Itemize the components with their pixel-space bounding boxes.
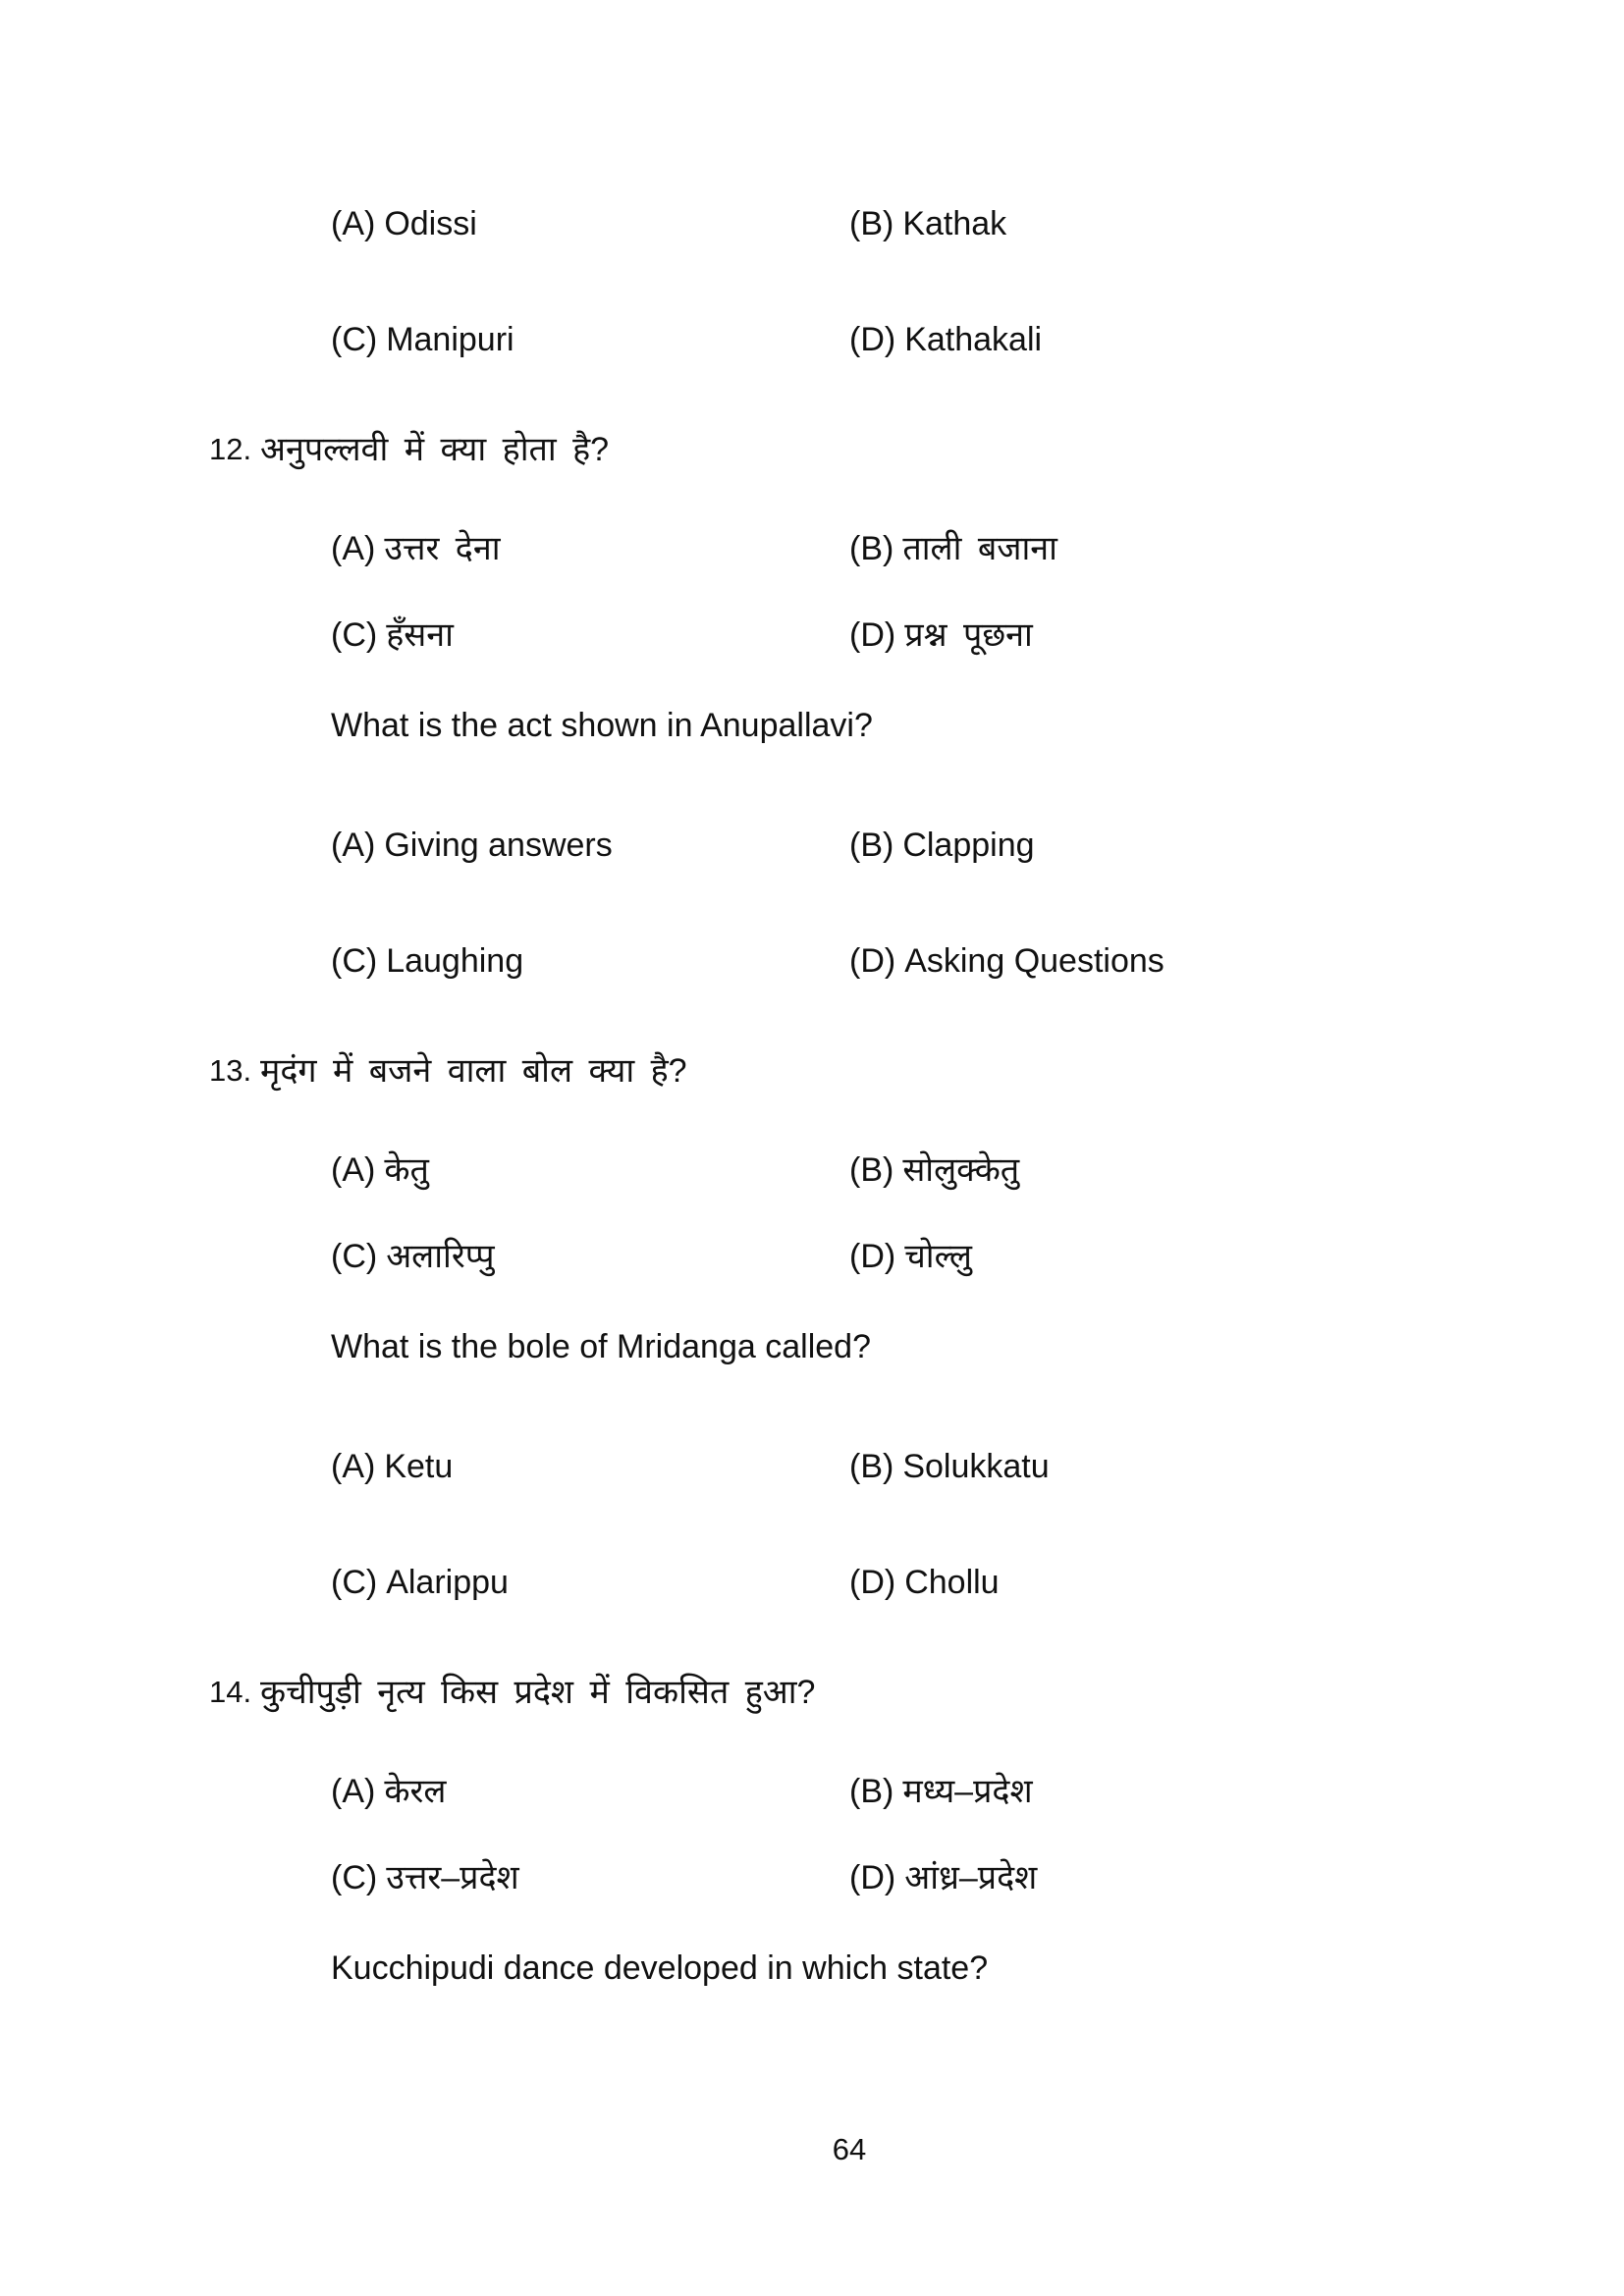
option-row: [331, 823, 1624, 868]
option-text: Solukkatu: [902, 1448, 1050, 1485]
option-label: (D): [849, 321, 896, 358]
question-number: 14.: [209, 1675, 252, 1709]
option-c: [331, 317, 849, 362]
option-row: [331, 526, 1624, 571]
option-d: [849, 1855, 1624, 1900]
option-row: [331, 1560, 1624, 1605]
option-label: (D): [849, 942, 896, 980]
option-b: [849, 201, 1624, 246]
option-text: अलारिप्पु: [386, 1238, 495, 1275]
english-question-text: What is the bole of Mridanga called?: [331, 1328, 871, 1365]
option-row: [331, 1234, 1624, 1279]
option-label: (A): [331, 1448, 376, 1485]
option-row: [331, 1148, 1624, 1193]
question-heading-14: [209, 1670, 1624, 1715]
option-text: आंध्र–प्रदेश: [904, 1859, 1038, 1896]
option-text: उत्तर देना: [384, 530, 501, 567]
question-heading-13: [209, 1048, 1624, 1094]
option-b: [849, 1444, 1624, 1489]
option-label: (B): [849, 530, 894, 567]
option-b: [849, 526, 1624, 571]
option-text: सोलुक्केतु: [902, 1151, 1020, 1189]
option-row: [331, 201, 1624, 246]
option-label: (D): [849, 1859, 896, 1896]
option-text: Alarippu: [386, 1564, 509, 1601]
option-d: [849, 317, 1624, 362]
option-label: (B): [849, 1448, 894, 1485]
option-c: [331, 938, 849, 984]
option-text: Giving answers: [384, 827, 613, 864]
option-label: (C): [331, 321, 378, 358]
page-number: 64: [832, 2132, 867, 2166]
option-b: [849, 1769, 1624, 1814]
option-row: [331, 613, 1624, 658]
question-number: 13.: [209, 1053, 252, 1088]
option-d: [849, 613, 1624, 658]
option-label: (C): [331, 942, 378, 980]
option-text: Ketu: [384, 1448, 454, 1485]
option-text: केतु: [384, 1151, 429, 1189]
option-a: [331, 526, 849, 571]
option-a: [331, 1148, 849, 1193]
hindi-question-text: मृदंग में बजने वाला बोल क्या है?: [260, 1052, 687, 1090]
option-row: [331, 1855, 1624, 1900]
option-a: [331, 823, 849, 868]
page-content: [0, 201, 1624, 1991]
question-heading-12: [209, 427, 1624, 472]
option-text: उत्तर–प्रदेश: [386, 1859, 519, 1896]
option-b: [849, 1148, 1624, 1193]
option-text: Kathak: [902, 205, 1007, 242]
option-a: [331, 201, 849, 246]
english-question-text: What is the act shown in Anupallavi?: [331, 707, 873, 744]
option-label: (C): [331, 616, 378, 654]
option-text: Manipuri: [386, 321, 514, 358]
option-text: Asking Questions: [904, 942, 1164, 980]
option-text: मध्य–प्रदेश: [902, 1773, 1033, 1810]
option-text: Chollu: [904, 1564, 1000, 1601]
option-label: (C): [331, 1859, 378, 1896]
question-number: 12.: [209, 432, 252, 466]
option-label: (B): [849, 1151, 894, 1189]
option-text: ताली बजाना: [902, 530, 1057, 567]
option-label: (C): [331, 1564, 378, 1601]
option-d: [849, 1234, 1624, 1279]
option-label: (A): [331, 1151, 376, 1189]
option-row: [331, 1444, 1624, 1489]
hindi-question-text: अनुपल्लवी में क्या होता है?: [260, 431, 610, 468]
option-b: [849, 823, 1624, 868]
option-c: [331, 1234, 849, 1279]
option-text: चोल्लु: [904, 1238, 972, 1275]
option-label: (A): [331, 1773, 376, 1810]
option-label: (D): [849, 1564, 896, 1601]
option-c: [331, 1855, 849, 1900]
option-label: (A): [331, 205, 376, 242]
option-text: Odissi: [384, 205, 477, 242]
option-label: (D): [849, 1238, 896, 1275]
option-label: (B): [849, 1773, 894, 1810]
option-c: [331, 613, 849, 658]
option-text: हँसना: [386, 616, 454, 654]
option-d: [849, 938, 1624, 984]
option-label: (B): [849, 827, 894, 864]
option-label: (D): [849, 616, 896, 654]
option-label: (A): [331, 530, 376, 567]
option-text: Kathakali: [904, 321, 1043, 358]
option-d: [849, 1560, 1624, 1605]
option-row: [331, 1769, 1624, 1814]
option-a: [331, 1769, 849, 1814]
option-row: [331, 317, 1624, 362]
option-c: [331, 1560, 849, 1605]
option-label: (B): [849, 205, 894, 242]
hindi-question-text: कुचीपुड़ी नृत्य किस प्रदेश में विकसित हुआ?: [260, 1674, 816, 1711]
option-label: (A): [331, 827, 376, 864]
option-text: Laughing: [386, 942, 524, 980]
option-row: [331, 938, 1624, 984]
option-text: Clapping: [902, 827, 1035, 864]
option-text: केरल: [384, 1773, 447, 1810]
option-label: (C): [331, 1238, 378, 1275]
english-question-text: Kucchipudi dance developed in which state?: [331, 1949, 989, 1987]
option-a: [331, 1444, 849, 1489]
option-text: प्रश्न पूछना: [904, 616, 1033, 654]
